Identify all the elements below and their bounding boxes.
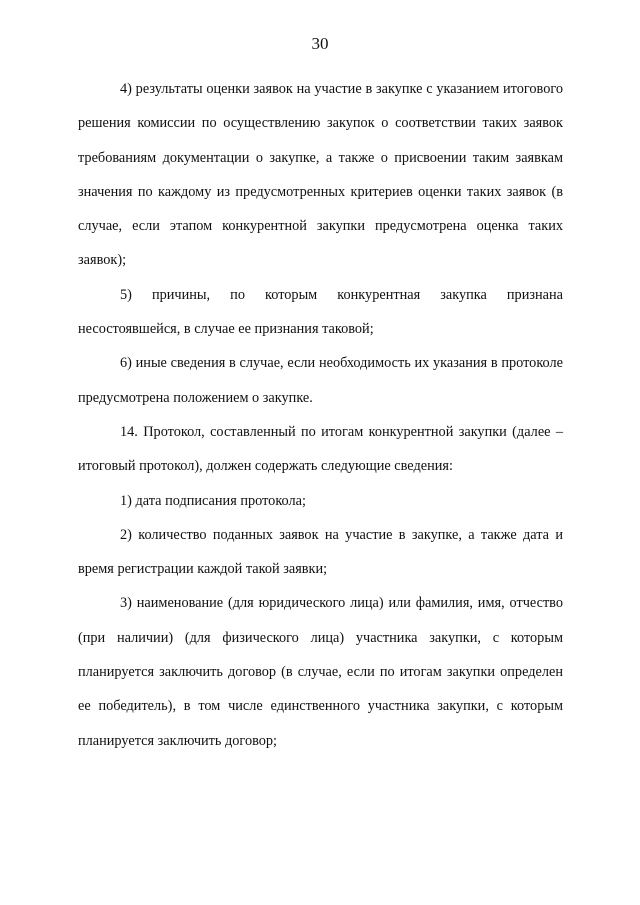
paragraph-item-3: 3) наименование (для юридического лица) или фамилия, имя, отчество (при наличии) (для физического лица) участника закупки, с которым планируется заключить договор (в случае, если по итогам закупки определен ее победитель), в том числе единственного участника закупки, с которым планируется заключить договор; [78, 595, 563, 749]
paragraph-item-6: 6) иные сведения в случае, если необходимость их указания в протоколе предусмотрена положением о закупке. [78, 355, 563, 406]
paragraph-item-1: 1) дата подписания протокола; [120, 492, 306, 509]
paragraph-item-5: 5) причины, по которым конкурентная закупка признана несостоявшейся, в случае ее признания таковой; [78, 286, 563, 338]
document-body [78, 72, 563, 758]
paragraph-section-14: 14. Протокол, составленный по итогам конкурентной закупки (далее – итоговый протокол), должен содержать следующие сведения: [78, 423, 563, 475]
paragraph-item-2: 2) количество поданных заявок на участие в закупке, а также дата и время регистрации каждой такой заявки; [78, 526, 563, 578]
paragraph-item-4: 4) результаты оценки заявок на участие в закупке с указанием итогового решения комиссии по осуществлению закупок о соответствии таких заявок требованиям документации о закупке, а также о присвоении таким заявкам значения по каждому из предусмотренных критериев оценки таких заявок (в случае, если этапом конкурентной закупки предусмотрена оценка таких заявок); [78, 81, 563, 269]
page-number: 30 [311, 34, 329, 53]
